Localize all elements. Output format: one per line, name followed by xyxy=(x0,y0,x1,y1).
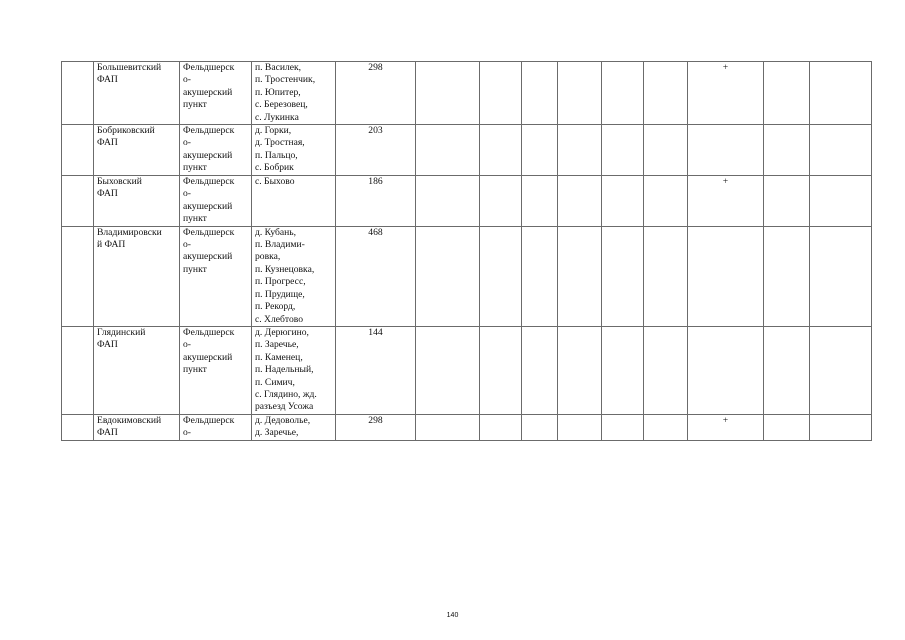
facility-type-cell xyxy=(180,414,252,440)
places-line: п. Владими- xyxy=(255,239,305,251)
mark-cell: + xyxy=(688,414,764,440)
name-line: ФАП xyxy=(97,137,118,149)
facility-type-cell xyxy=(180,176,252,227)
served-places-cell xyxy=(252,414,336,440)
mark-cell xyxy=(688,125,764,176)
facility-type-cell xyxy=(180,326,252,414)
places-line: разъезд Усожа xyxy=(255,401,314,413)
empty-cell xyxy=(480,176,522,227)
facility-name-cell xyxy=(94,414,180,440)
empty-cell xyxy=(810,176,872,227)
row-number-cell xyxy=(62,226,94,326)
empty-cell xyxy=(764,414,810,440)
mark-cell: + xyxy=(688,176,764,227)
empty-cell xyxy=(644,414,688,440)
row-number-cell xyxy=(62,326,94,414)
empty-cell xyxy=(416,62,480,125)
row-number-cell xyxy=(62,62,94,125)
empty-cell xyxy=(764,125,810,176)
places-line: п. Юпитер, xyxy=(255,86,301,98)
mark-cell xyxy=(688,326,764,414)
empty-cell xyxy=(558,326,602,414)
facility-type-cell xyxy=(180,62,252,125)
type-line: о- xyxy=(183,339,191,351)
places-line: с. Бобрик xyxy=(255,162,294,174)
population-cell: 298 xyxy=(336,414,416,440)
places-line: д. Горки, xyxy=(255,125,292,137)
places-line: д. Дерюгино, xyxy=(255,326,309,338)
places-line: с. Хлебтово xyxy=(255,313,304,325)
empty-cell xyxy=(810,414,872,440)
empty-cell xyxy=(558,226,602,326)
places-line: с. Лукинка xyxy=(255,111,299,123)
places-line: п. Каменец, xyxy=(255,351,303,363)
empty-cell xyxy=(644,326,688,414)
empty-cell xyxy=(480,326,522,414)
empty-cell xyxy=(602,176,644,227)
places-line: д. Заречье, xyxy=(255,427,299,439)
facility-type-cell xyxy=(180,125,252,176)
served-places-cell xyxy=(252,326,336,414)
name-line: Владимировски xyxy=(97,226,162,238)
type-line: пункт xyxy=(183,263,207,275)
places-line: п. Василек, xyxy=(255,62,302,73)
facility-name-cell xyxy=(94,62,180,125)
type-line: акушерский xyxy=(183,251,233,263)
name-line: Глядинский xyxy=(97,326,146,338)
empty-cell xyxy=(416,176,480,227)
empty-cell xyxy=(416,226,480,326)
places-line: с. Глядино, жд. xyxy=(255,388,317,400)
empty-cell xyxy=(602,125,644,176)
empty-cell xyxy=(764,176,810,227)
empty-cell xyxy=(522,414,558,440)
type-line: Фельдшерск xyxy=(183,326,235,338)
places-line: д. Кубань, xyxy=(255,226,297,238)
population-cell: 298 xyxy=(336,62,416,125)
places-line: п. Надельный, xyxy=(255,364,314,376)
name-line: Евдокимовский xyxy=(97,414,162,426)
name-line: Быховский xyxy=(97,176,142,188)
empty-cell xyxy=(558,62,602,125)
type-line: Фельдшерск xyxy=(183,62,235,73)
facility-name-cell xyxy=(94,226,180,326)
empty-cell xyxy=(480,62,522,125)
empty-cell xyxy=(480,125,522,176)
empty-cell xyxy=(416,125,480,176)
page-number: 140 xyxy=(446,612,459,619)
places-line: п. Симич, xyxy=(255,376,295,388)
places-line: п. Тростенчик, xyxy=(255,74,316,86)
facilities-table xyxy=(61,61,872,441)
empty-cell xyxy=(644,176,688,227)
empty-cell xyxy=(522,176,558,227)
type-line: пункт xyxy=(183,99,207,111)
empty-cell xyxy=(644,125,688,176)
table-row xyxy=(62,414,872,440)
type-line: о- xyxy=(183,239,191,251)
table-row xyxy=(62,176,872,227)
type-line: о- xyxy=(183,188,191,200)
places-line: п. Прудище, xyxy=(255,288,305,300)
empty-cell xyxy=(764,62,810,125)
row-number-cell xyxy=(62,414,94,440)
empty-cell xyxy=(810,326,872,414)
empty-cell xyxy=(480,414,522,440)
population-cell: 186 xyxy=(336,176,416,227)
type-line: пункт xyxy=(183,213,207,225)
mark-cell: + xyxy=(688,62,764,125)
empty-cell xyxy=(644,62,688,125)
type-line: о- xyxy=(183,137,191,149)
places-line: ровка, xyxy=(255,251,281,263)
facility-name-cell xyxy=(94,326,180,414)
type-line: Фельдшерск xyxy=(183,125,235,137)
table-row xyxy=(62,62,872,125)
empty-cell xyxy=(602,226,644,326)
row-number-cell xyxy=(62,176,94,227)
places-line: п. Кузнецовка, xyxy=(255,263,315,275)
type-line: Фельдшерск xyxy=(183,176,235,188)
empty-cell xyxy=(644,226,688,326)
places-line: п. Заречье, xyxy=(255,339,299,351)
places-line: д. Тростная, xyxy=(255,137,305,149)
empty-cell xyxy=(764,326,810,414)
places-line: с. Березовец, xyxy=(255,99,308,111)
empty-cell xyxy=(416,326,480,414)
empty-cell xyxy=(522,62,558,125)
empty-cell xyxy=(522,326,558,414)
type-line: о- xyxy=(183,74,191,86)
type-line: акушерский xyxy=(183,351,233,363)
row-number-cell xyxy=(62,125,94,176)
name-line: й ФАП xyxy=(97,239,126,251)
table-row xyxy=(62,226,872,326)
table-row xyxy=(62,326,872,414)
empty-cell xyxy=(810,125,872,176)
mark-cell xyxy=(688,226,764,326)
name-line: ФАП xyxy=(97,74,118,86)
empty-cell xyxy=(522,125,558,176)
facility-name-cell xyxy=(94,176,180,227)
places-line: п. Рекорд, xyxy=(255,301,296,313)
type-line: о- xyxy=(183,427,191,439)
empty-cell xyxy=(558,125,602,176)
places-line: п. Прогресс, xyxy=(255,276,306,288)
name-line: ФАП xyxy=(97,188,118,200)
empty-cell xyxy=(602,414,644,440)
facility-name-cell xyxy=(94,125,180,176)
places-line: д. Дедоволье, xyxy=(255,414,311,426)
empty-cell xyxy=(602,62,644,125)
name-line: ФАП xyxy=(97,427,118,439)
served-places-cell xyxy=(252,226,336,326)
empty-cell xyxy=(480,226,522,326)
empty-cell xyxy=(416,414,480,440)
type-line: Фельдшерск xyxy=(183,414,235,426)
empty-cell xyxy=(558,176,602,227)
empty-cell xyxy=(810,62,872,125)
type-line: пункт xyxy=(183,162,207,174)
name-line: ФАП xyxy=(97,339,118,351)
empty-cell xyxy=(602,326,644,414)
type-line: акушерский xyxy=(183,200,233,212)
served-places-cell xyxy=(252,176,336,227)
served-places-cell xyxy=(252,62,336,125)
empty-cell xyxy=(810,226,872,326)
places-line: с. Быхово xyxy=(255,176,295,188)
population-cell: 468 xyxy=(336,226,416,326)
name-line: Бобриковский xyxy=(97,125,155,137)
places-line: п. Пальцо, xyxy=(255,149,298,161)
facility-type-cell xyxy=(180,226,252,326)
type-line: Фельдшерск xyxy=(183,226,235,238)
table-row xyxy=(62,125,872,176)
empty-cell xyxy=(522,226,558,326)
type-line: акушерский xyxy=(183,149,233,161)
name-line: Большевитский xyxy=(97,62,162,73)
population-cell: 203 xyxy=(336,125,416,176)
table-body xyxy=(62,62,872,441)
population-cell: 144 xyxy=(336,326,416,414)
type-line: пункт xyxy=(183,364,207,376)
empty-cell xyxy=(764,226,810,326)
served-places-cell xyxy=(252,125,336,176)
type-line: акушерский xyxy=(183,86,233,98)
empty-cell xyxy=(558,414,602,440)
